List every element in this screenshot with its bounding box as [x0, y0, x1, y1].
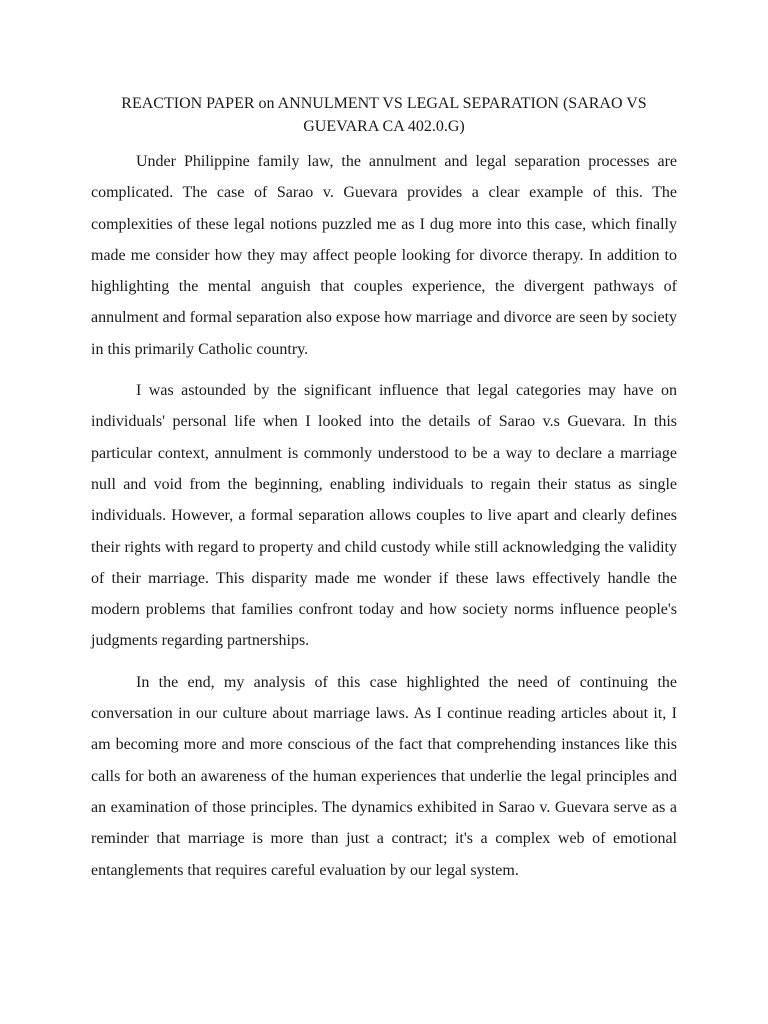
paragraph-2: I was astounded by the significant influence that legal categories may have on individuals' personal life when I looked into the details of Sarao v.s Guevara. In this particular context, annulment is commonly understood to be a way to declare a marriage null and void from the beginning, enabling individuals to regain their status as single individuals. However, a formal separation allows couples to live apart and clearly defines their rights with regard to property and child custody while still acknowledging the validity of their marriage. This disparity made me wonder if these laws effectively handle the modern problems that families confront today and how society norms influence people's judgments regarding partnerships.: [91, 382, 677, 650]
paragraph-3: In the end, my analysis of this case highlighted the need of continuing the conversation in our culture about marriage laws. As I continue reading articles about it, I am becoming more and more conscious of the fact that comprehending instances like this calls for both an awareness of the human experiences that underlie the legal principles and an examination of those principles. The dynamics exhibited in Sarao v. Guevara serve as a reminder that marriage is more than just a contract; it's a complex web of emotional entanglements that requires careful evaluation by our legal system.: [91, 673, 677, 879]
document-title: REACTION PAPER on ANNULMENT VS LEGAL SEPARATION (SARAO VS GUEVARA CA 402.0.G): [121, 95, 647, 135]
document-body: [91, 92, 677, 896]
paragraph-1: Under Philippine family law, the annulment and legal separation processes are complicated. The case of Sarao v. Guevara provides a clear example of this. The complexities of these legal notions puzzled me as I dug more into this case, which finally made me consider how they may affect people looking for divorce therapy. In addition to highlighting the mental anguish that couples experience, the divergent pathways of annulment and formal separation also expose how marriage and divorce are seen by society in this primarily Catholic country.: [91, 153, 678, 358]
